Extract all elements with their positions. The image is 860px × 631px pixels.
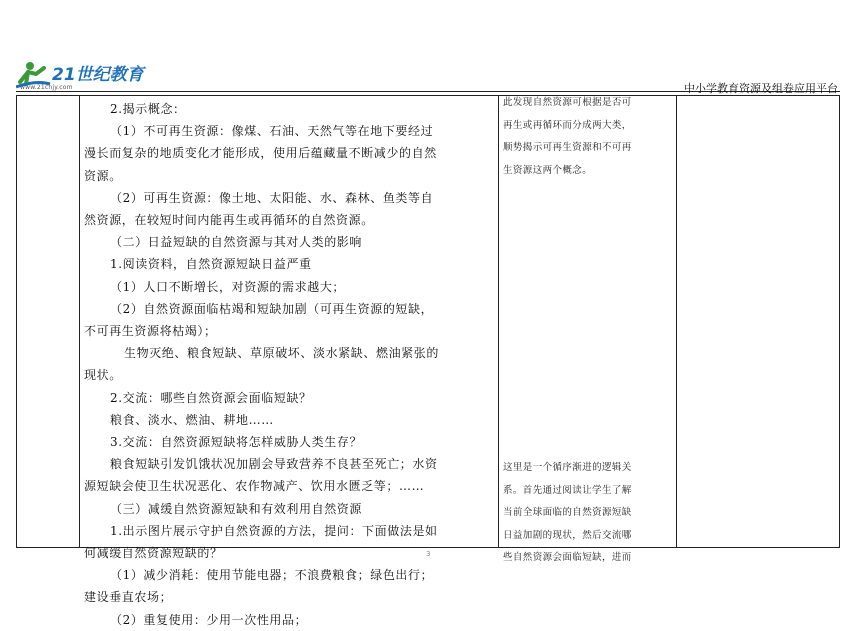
content-line: 漫长而复杂的地质变化才能形成，使用后蕴藏量不断减少的自然 [84,146,437,161]
content-line: 粮食短缺引发饥饿状况加剧会导致营养不良甚至死亡；水资 [110,457,438,472]
lesson-content [84,98,494,631]
note-line: 顺势揭示可再生资源和不可再 [503,142,632,153]
design-note-1 [503,92,669,182]
content-line: （1）减少消耗：使用节能电器；不浪费粮食；绿色出行； [110,568,434,583]
content-line: 建设垂直农场； [84,590,173,605]
note-line: 再生或再循环而分成两大类， [503,119,632,131]
note-line: 日益加剧的现状，然后交流哪 [503,529,632,541]
content-line: 2.交流：哪些自然资源会面临短缺？ [110,390,312,405]
table-col-border-5 [839,95,840,548]
content-line: （二）日益短缺的自然资源与其对人类的影响 [110,235,363,250]
note-line: 当前全球面临的自然资源短缺 [503,507,632,518]
note-line: 此发现自然资源可根据是否可 [503,97,632,108]
content-line: 资源。 [84,168,122,183]
content-line: 2.揭示概念： [110,102,186,116]
note-line: 生资源这两个概念。 [503,164,593,176]
logo-url: www.21cnjy.com [20,84,73,91]
content-line: 现状。 [84,368,122,383]
note-line: 这里是一个循序渐进的逻辑关 [503,462,632,473]
content-line: 不可再生资源将枯竭）； [84,324,217,339]
table-col-border-1 [16,95,17,548]
table-top-border [16,95,840,96]
content-line: （三）减缓自然资源短缺和有效利用自然资源 [110,501,363,516]
content-line: 生物灭绝、粮食短缺、草原破坏、淡水紧缺、燃油紧张的 [124,346,440,361]
content-line: 何减缓自然资源短缺的？ [84,546,223,561]
content-line: （2）重复使用：少用一次性用品； [110,612,308,627]
content-line: 1.阅读资料，自然资源短缺日益严重 [110,257,312,272]
note-line: 些自然资源会面临短缺，进而 [503,552,632,563]
design-note-2 [503,457,669,570]
content-line: 1.出示图片展示守护自然资源的方法，提问：下面做法是如 [110,523,438,538]
table-col-border-4 [676,95,677,548]
platform-title: 中小学教育资源及组卷应用平台 [684,82,838,95]
content-line: 然资源，在较短时间内能再生或再循环的自然资源。 [84,213,374,228]
content-line: 粮食、淡水、燃油、耕地…… [110,412,274,427]
note-line: 系。首先通过阅读让学生了解 [503,484,632,496]
content-line: 3.交流：自然资源短缺将怎样威胁人类生存？ [110,435,363,450]
content-line: （1）不可再生资源：像煤、石油、天然气等在地下要经过 [110,124,434,139]
content-line: （1）人口不断增长，对资源的需求越大； [110,279,346,294]
table-col-border-2 [79,95,80,548]
logo-text: 21世纪教育 [52,65,144,85]
page-number: 3 [426,550,431,558]
table-col-border-3 [498,95,499,548]
content-line: 源短缺会使卫生状况恶化、农作物减产、饮用水匮乏等；…… [84,479,425,494]
content-line: （2）自然资源面临枯竭和短缺加剧（可再生资源的短缺， [110,301,434,316]
content-line: （2）可再生资源：像土地、太阳能、水、森林、鱼类等自 [110,190,434,205]
